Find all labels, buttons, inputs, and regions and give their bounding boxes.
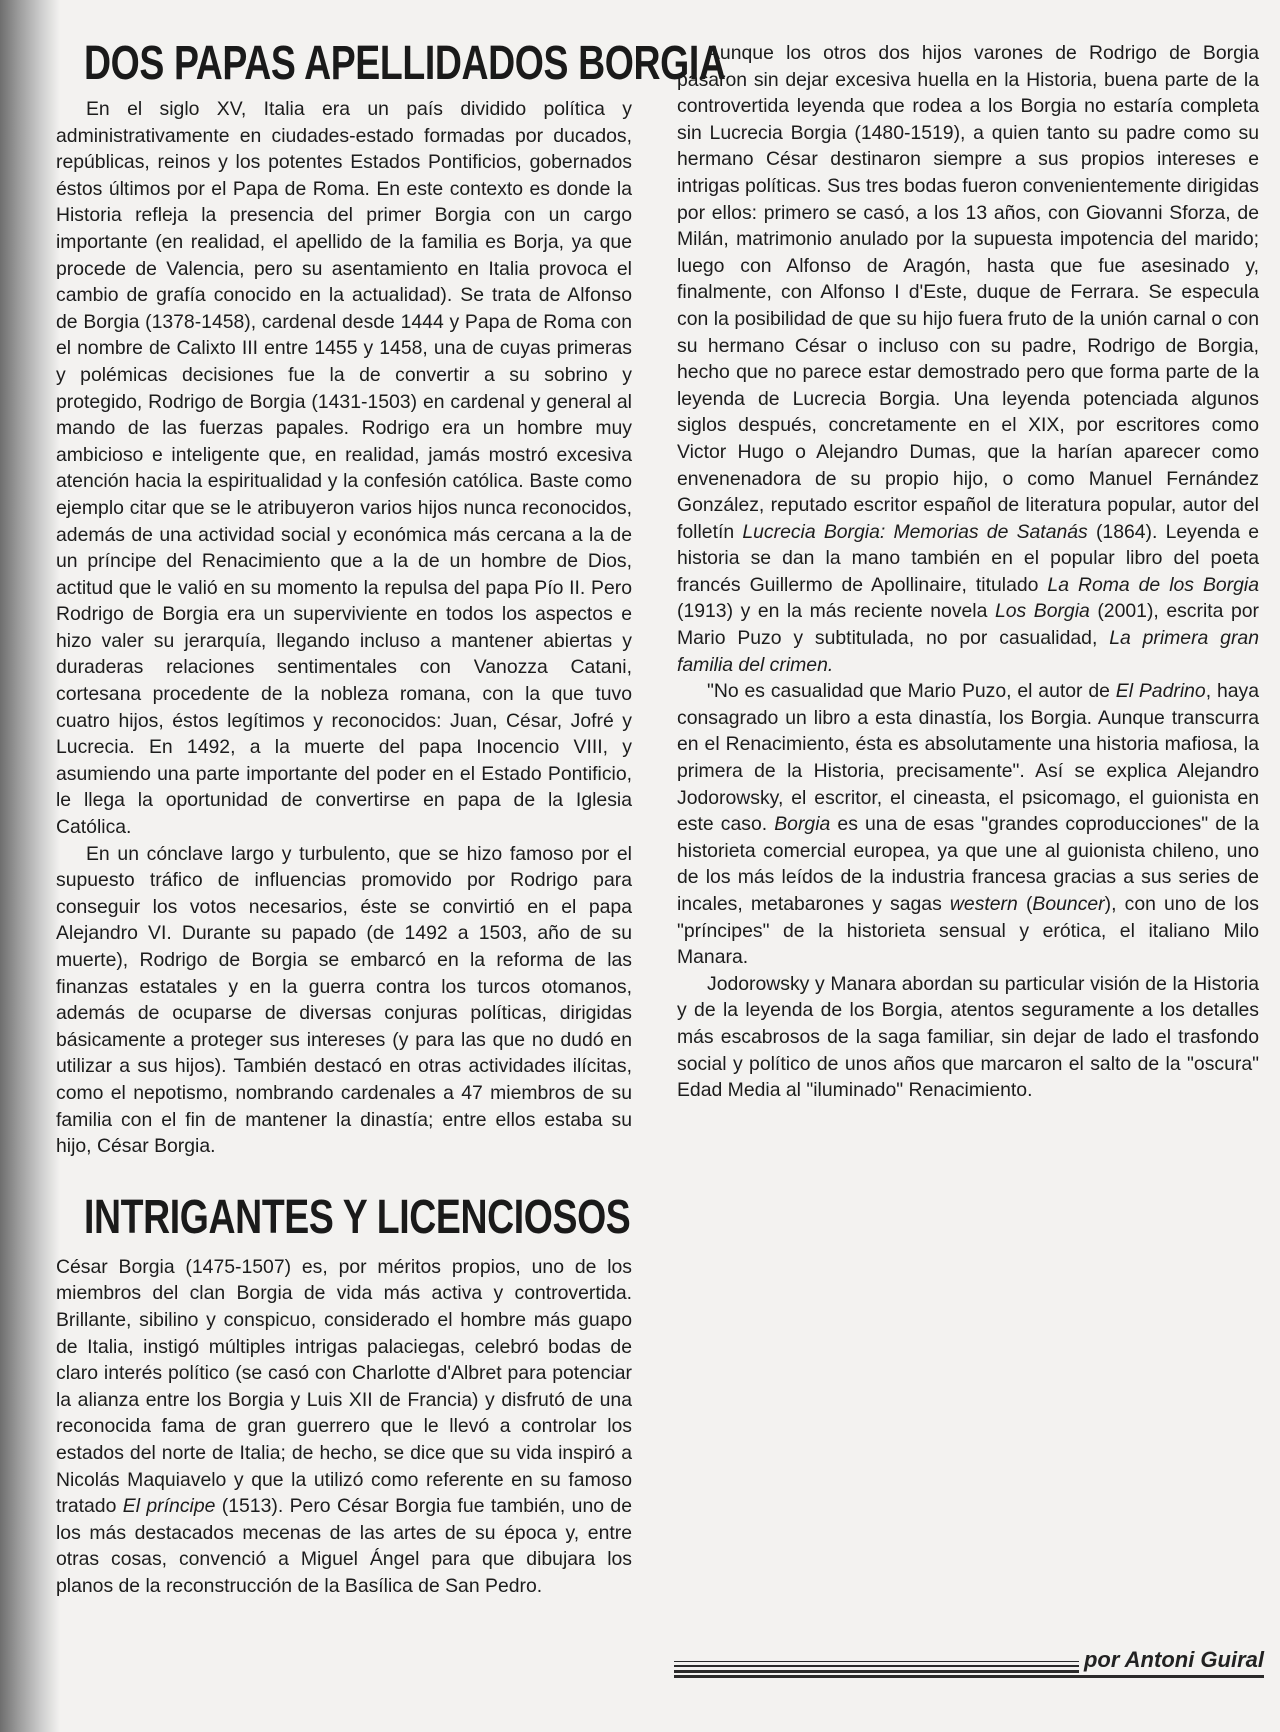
paragraph: Aunque los otros dos hijos varones de Rodrigo de Borgia pasaron sin dejar excesiva huella en la Historia, buena parte de la controvertida leyenda que rodea a los Borgia no estaría completa sin Lucrecia Borgia (1480-1519), a quien tanto su padre como su hermano César destinaron siempre a sus propios intereses e intrigas políticas. Sus tres bodas fueron convenientemente dirigidas por ellos: primero se casó, a los 13 años, con Giovanni Sforza, de Milán, matrimonio anulado por la supuesta impotencia del marido; luego con Alfonso de Aragón, hasta que fue asesinado y, finalmente, con Alfonso I d'Este, duque de Ferrara. Se especula con la posibilidad de que su hijo fuera fruto de la unión carnal o con su hermano César o incluso con su padre, Rodrigo de Borgia, hecho que no parece estar demostrado pero que forma parte de la leyenda de Lucrecia Borgia. Una leyenda potenciada algunos siglos después, concretamente en el XIX, por escritores como Victor Hugo o Alejandro Dumas, que la harían aparecer como envenenadora de su propio hijo, o como Manuel Fernández González, reputado escritor español de literatura popular, autor del folletín Lucrecia Borgia: Memorias de Satanás (1864). Leyenda e historia se dan la mano también en el popular libro del poeta francés Guillermo de Apollinaire, titulado La Roma de los Borgia (1913) y en la más reciente novela Los Borgia (2001), escrita por Mario Puzo y subtitulada, no por casualidad, La primera gran familia del crimen. bbox=[677, 42, 1260, 676]
paragraph: Jodorowsky y Manara abordan su particular visión de la Historia y de la leyenda de los Borgia, atentos seguramente a los detalles más escabrosos de la saga familiar, sin dejar de lado el trasfondo social y político de unos años que marcaron el salto de la "oscura" Edad Media al "iluminado" Renacimiento. bbox=[677, 972, 1259, 1102]
heading-intrigantes: INTRIGANTES Y LICENCIOSOS bbox=[84, 1190, 631, 1244]
paragraph: En un cónclave largo y turbulento, que se hizo famoso por el supuesto tráfico de influencias promovido por Rodrigo para conseguir los votos necesarios, éste se convirtió en el papa Alejandro VI. Durante su papado (de 1492 a 1503, año de su muerte), Rodrigo de Borgia se embarcó en la reforma de las finanzas estatales y en la guerra contra los turcos otomanos, además de ocuparse de diversas conjuras políticas, dirigidas básicamente a proteger sus intereses (y para las que no dudó en utilizar a sus hijos). También destacó en otras actividades ilícitas, como el nepotismo, nombrando cardenales a 47 miembros de su familia con el fin de mantener la dinastía; entre ellos estaba su hijo, César Borgia. bbox=[56, 842, 632, 1158]
paragraph: "No es casualidad que Mario Puzo, el autor de El Padrino, haya consagrado un libro a esta dinastía, los Borgia. Aunque transcurra en el Renacimiento, ésta es absolutamente una historia mafiosa, la primera de la Historia, precisamente". Así se explica Alejandro Jodorowsky, el escritor, el cineasta, el psicomago, el guionista en este caso. Borgia es una de esas "grandes coproducciones" de la historieta comercial europea, ya que une al guionista chileno, uno de los más leídos de la industria francesa gracias a sus series de incales, metabarones y sagas western (Bouncer), con uno de los "príncipes" de la historieta sensual y erótica, el italiano Milo Manara. bbox=[677, 680, 1260, 969]
left-column bbox=[56, 36, 726, 1599]
byline-underline bbox=[674, 1675, 1264, 1678]
byline-author: por Antoni Guiral bbox=[1083, 1647, 1264, 1672]
byline-rule bbox=[674, 1661, 1079, 1676]
right-column bbox=[677, 40, 1259, 1104]
paragraph: César Borgia (1475-1507) es, por méritos propios, uno de los miembros del clan Borgia de vida más activa y controvertida. Brillante, sibilino y conspicuo, considerado el hombre más guapo de Italia, instigó múltiples intrigas palaciegas, celebró bodas de claro interés político (se casó con Charlotte d'Albret para potenciar la alianza entre los Borgia y Luis XII de Francia) y disfrutó de una reconocida fama de gran guerrero que le llevó a controlar los estados del norte de Italia; de hecho, se dice que su vida inspiró a Nicolás Maquiavelo y que la utilizó como referente en su famoso tratado El príncipe (1513). Pero César Borgia fue también, uno de los más destacados mecenas de las artes de su época y, entre otras cosas, convenció a Miguel Ángel para que dibujara los planos de la reconstrucción de la Basílica de San Pedro. bbox=[56, 1255, 632, 1597]
byline bbox=[674, 1647, 1264, 1687]
heading-dos-papas: DOS PAPAS APELLIDADOS BORGIA bbox=[84, 37, 726, 90]
paragraph: En el siglo XV, Italia era un país dividido política y administrativamente en ciudades-estado formadas por ducados, repúblicas, reinos y los potentes Estados Pontificios, gobernados éstos últimos por el Papa de Roma. En este contexto es donde la Historia refleja la presencia del primer Borgia con un cargo importante (en realidad, el apellido de la familia es Borja, ya que procede de Valencia, pero su asentamiento en Italia provoca el cambio de grafía conocido en la actualidad). Se trata de Alfonso de Borgia (1378-1458), cardenal desde 1444 y Papa de Roma con el nombre de Calixto III entre 1455 y 1458, una de cuyas primeras y polémicas decisiones fue la de convertir a su sobrino y protegido, Rodrigo de Borgia (1431-1503) en cardenal y general al mando de las fuerzas papales. Rodrigo era un hombre muy ambicioso e inteligente que, en realidad, jamás mostró excesiva atención hacia la espiritualidad y la confesión católica. Baste como ejemplo citar que se le atribuyeron varios hijos nunca reconocidos, además de una actividad social y económica más cercana a la de un príncipe del Renacimiento que a la de un hombre de Dios, actitud que le valió en su momento la repulsa del papa Pío II. Pero Rodrigo de Borgia era un superviviente en todos los aspectos e hizo valer su jerarquía, llegando incluso a mantener abiertas y duraderas relaciones sentimentales con Vanozza Catani, cortesana procedente de la nobleza romana, con la que tuvo cuatro hijos, éstos legítimos y reconocidos: Juan, César, Jofré y Lucrecia. En 1492, a la muerte del papa Inocencio VIII, y asumiendo una parte importante del poder en el Estado Pontificio, le llega la oportunidad de convertirse en papa de la Iglesia Católica. bbox=[56, 98, 632, 839]
page-spine-shadow bbox=[0, 0, 60, 1732]
